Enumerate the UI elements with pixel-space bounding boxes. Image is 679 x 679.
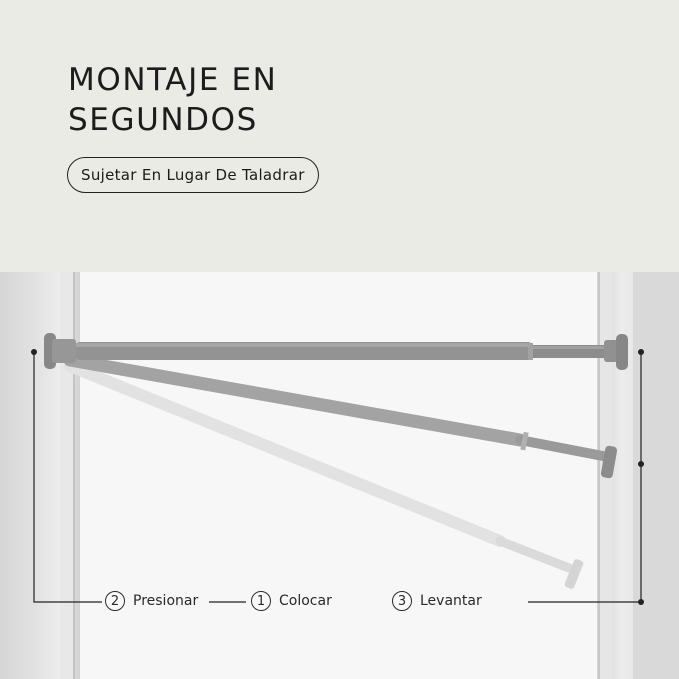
circled-number-2-icon: 2 xyxy=(105,591,125,611)
circled-number-1-icon: 1 xyxy=(251,591,271,611)
subtitle-pill: Sujetar En Lugar De Taladrar xyxy=(67,157,319,193)
step-label: Levantar xyxy=(420,593,482,609)
step-levantar xyxy=(392,590,482,612)
title-line-2: SEGUNDOS xyxy=(68,102,258,138)
step-presionar xyxy=(105,590,198,612)
step-label: Colocar xyxy=(279,593,332,609)
step-colocar xyxy=(251,590,332,612)
title-line-1: MONTAJE EN xyxy=(68,62,278,98)
circled-number-3-icon: 3 xyxy=(392,591,412,611)
step-label: Presionar xyxy=(133,593,199,609)
